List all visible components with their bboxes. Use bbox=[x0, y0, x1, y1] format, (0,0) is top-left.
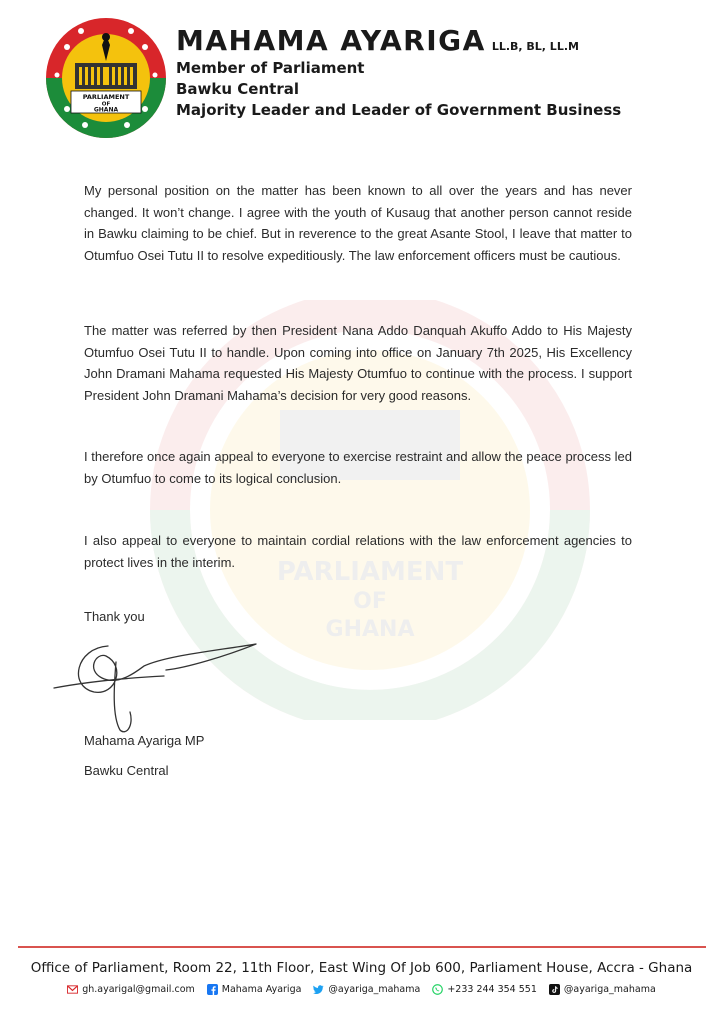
gmail-icon bbox=[67, 984, 78, 995]
signer-constituency: Bawku Central bbox=[84, 763, 169, 778]
contact-facebook[interactable] bbox=[207, 984, 302, 995]
whatsapp-text: +233 244 354 551 bbox=[447, 984, 537, 995]
email-text: gh.ayarigal@gmail.com bbox=[82, 984, 195, 995]
paragraph-4: I also appeal to everyone to maintain cordial relations with the law enforcement agencies to protect lives in the interim. bbox=[84, 533, 632, 570]
svg-text:GHANA: GHANA bbox=[93, 106, 119, 114]
contact-email[interactable] bbox=[67, 984, 195, 995]
closing: Thank you bbox=[84, 609, 145, 624]
contact-whatsapp[interactable] bbox=[432, 984, 537, 995]
title-member: Member of Parliament bbox=[176, 59, 365, 77]
tiktok-text: @ayariga_mahama bbox=[563, 984, 656, 995]
paragraph-3: I therefore once again appeal to everyone to exercise restraint and allow the peace process led by Otumfuo to come to its logical conclusion. bbox=[84, 449, 632, 486]
mp-name: MAHAMA AYARIGA bbox=[176, 24, 486, 57]
title-majority-leader: Majority Leader and Leader of Government Business bbox=[176, 101, 622, 119]
tiktok-icon bbox=[549, 984, 560, 995]
office-address: Office of Parliament, Room 22, 11th Floor, East Wing Of Job 600, Parliament House, Accra - Ghana bbox=[30, 960, 693, 976]
svg-text:PARLIAMENT: PARLIAMENT bbox=[82, 93, 130, 101]
title-constituency: Bawku Central bbox=[176, 80, 299, 98]
signer-name: Mahama Ayariga MP bbox=[84, 733, 205, 748]
footer-divider bbox=[18, 946, 706, 948]
whatsapp-icon bbox=[432, 984, 443, 995]
contact-twitter[interactable] bbox=[313, 984, 420, 995]
contact-tiktok[interactable] bbox=[549, 984, 656, 995]
contact-bar bbox=[0, 984, 723, 995]
svg-text:OF: OF bbox=[353, 589, 387, 614]
signature bbox=[46, 626, 266, 736]
svg-text:OF: OF bbox=[101, 101, 111, 108]
twitter-text: @ayariga_mahama bbox=[328, 984, 421, 995]
parliament-logo bbox=[45, 17, 167, 139]
letterhead bbox=[176, 24, 716, 121]
paragraph-2: The matter was referred by then President Nana Addo Danquah Akuffo Addo to His Majesty Otumfuo Osei Tutu II to handle. Upon coming into office on January 7th 2025, His Excellency John Dramani Mahama requested His Majesty Otumfuo to continue with the process. I support President John Dramani Mahama’s decision for very good reasons. bbox=[84, 323, 632, 403]
paragraph-1: My personal position on the matter has been known to all over the years and has never changed. It won’t change. I agree with the youth of Kusaug that another person cannot reside in Bawku claiming to be chief. But in reverence to the great Asante Stool, I leave that matter to Otumfuo Osei Tutu II to resolve expeditiously. The law enforcement officers must be cautious. bbox=[84, 183, 632, 263]
mp-qualifications: LL.B, BL, LL.M bbox=[491, 40, 579, 53]
svg-text:GHANA: GHANA bbox=[325, 617, 415, 642]
facebook-icon bbox=[207, 984, 218, 995]
facebook-text: Mahama Ayariga bbox=[221, 984, 302, 995]
twitter-icon bbox=[313, 984, 324, 995]
svg-text:PARLIAMENT: PARLIAMENT bbox=[276, 557, 464, 587]
